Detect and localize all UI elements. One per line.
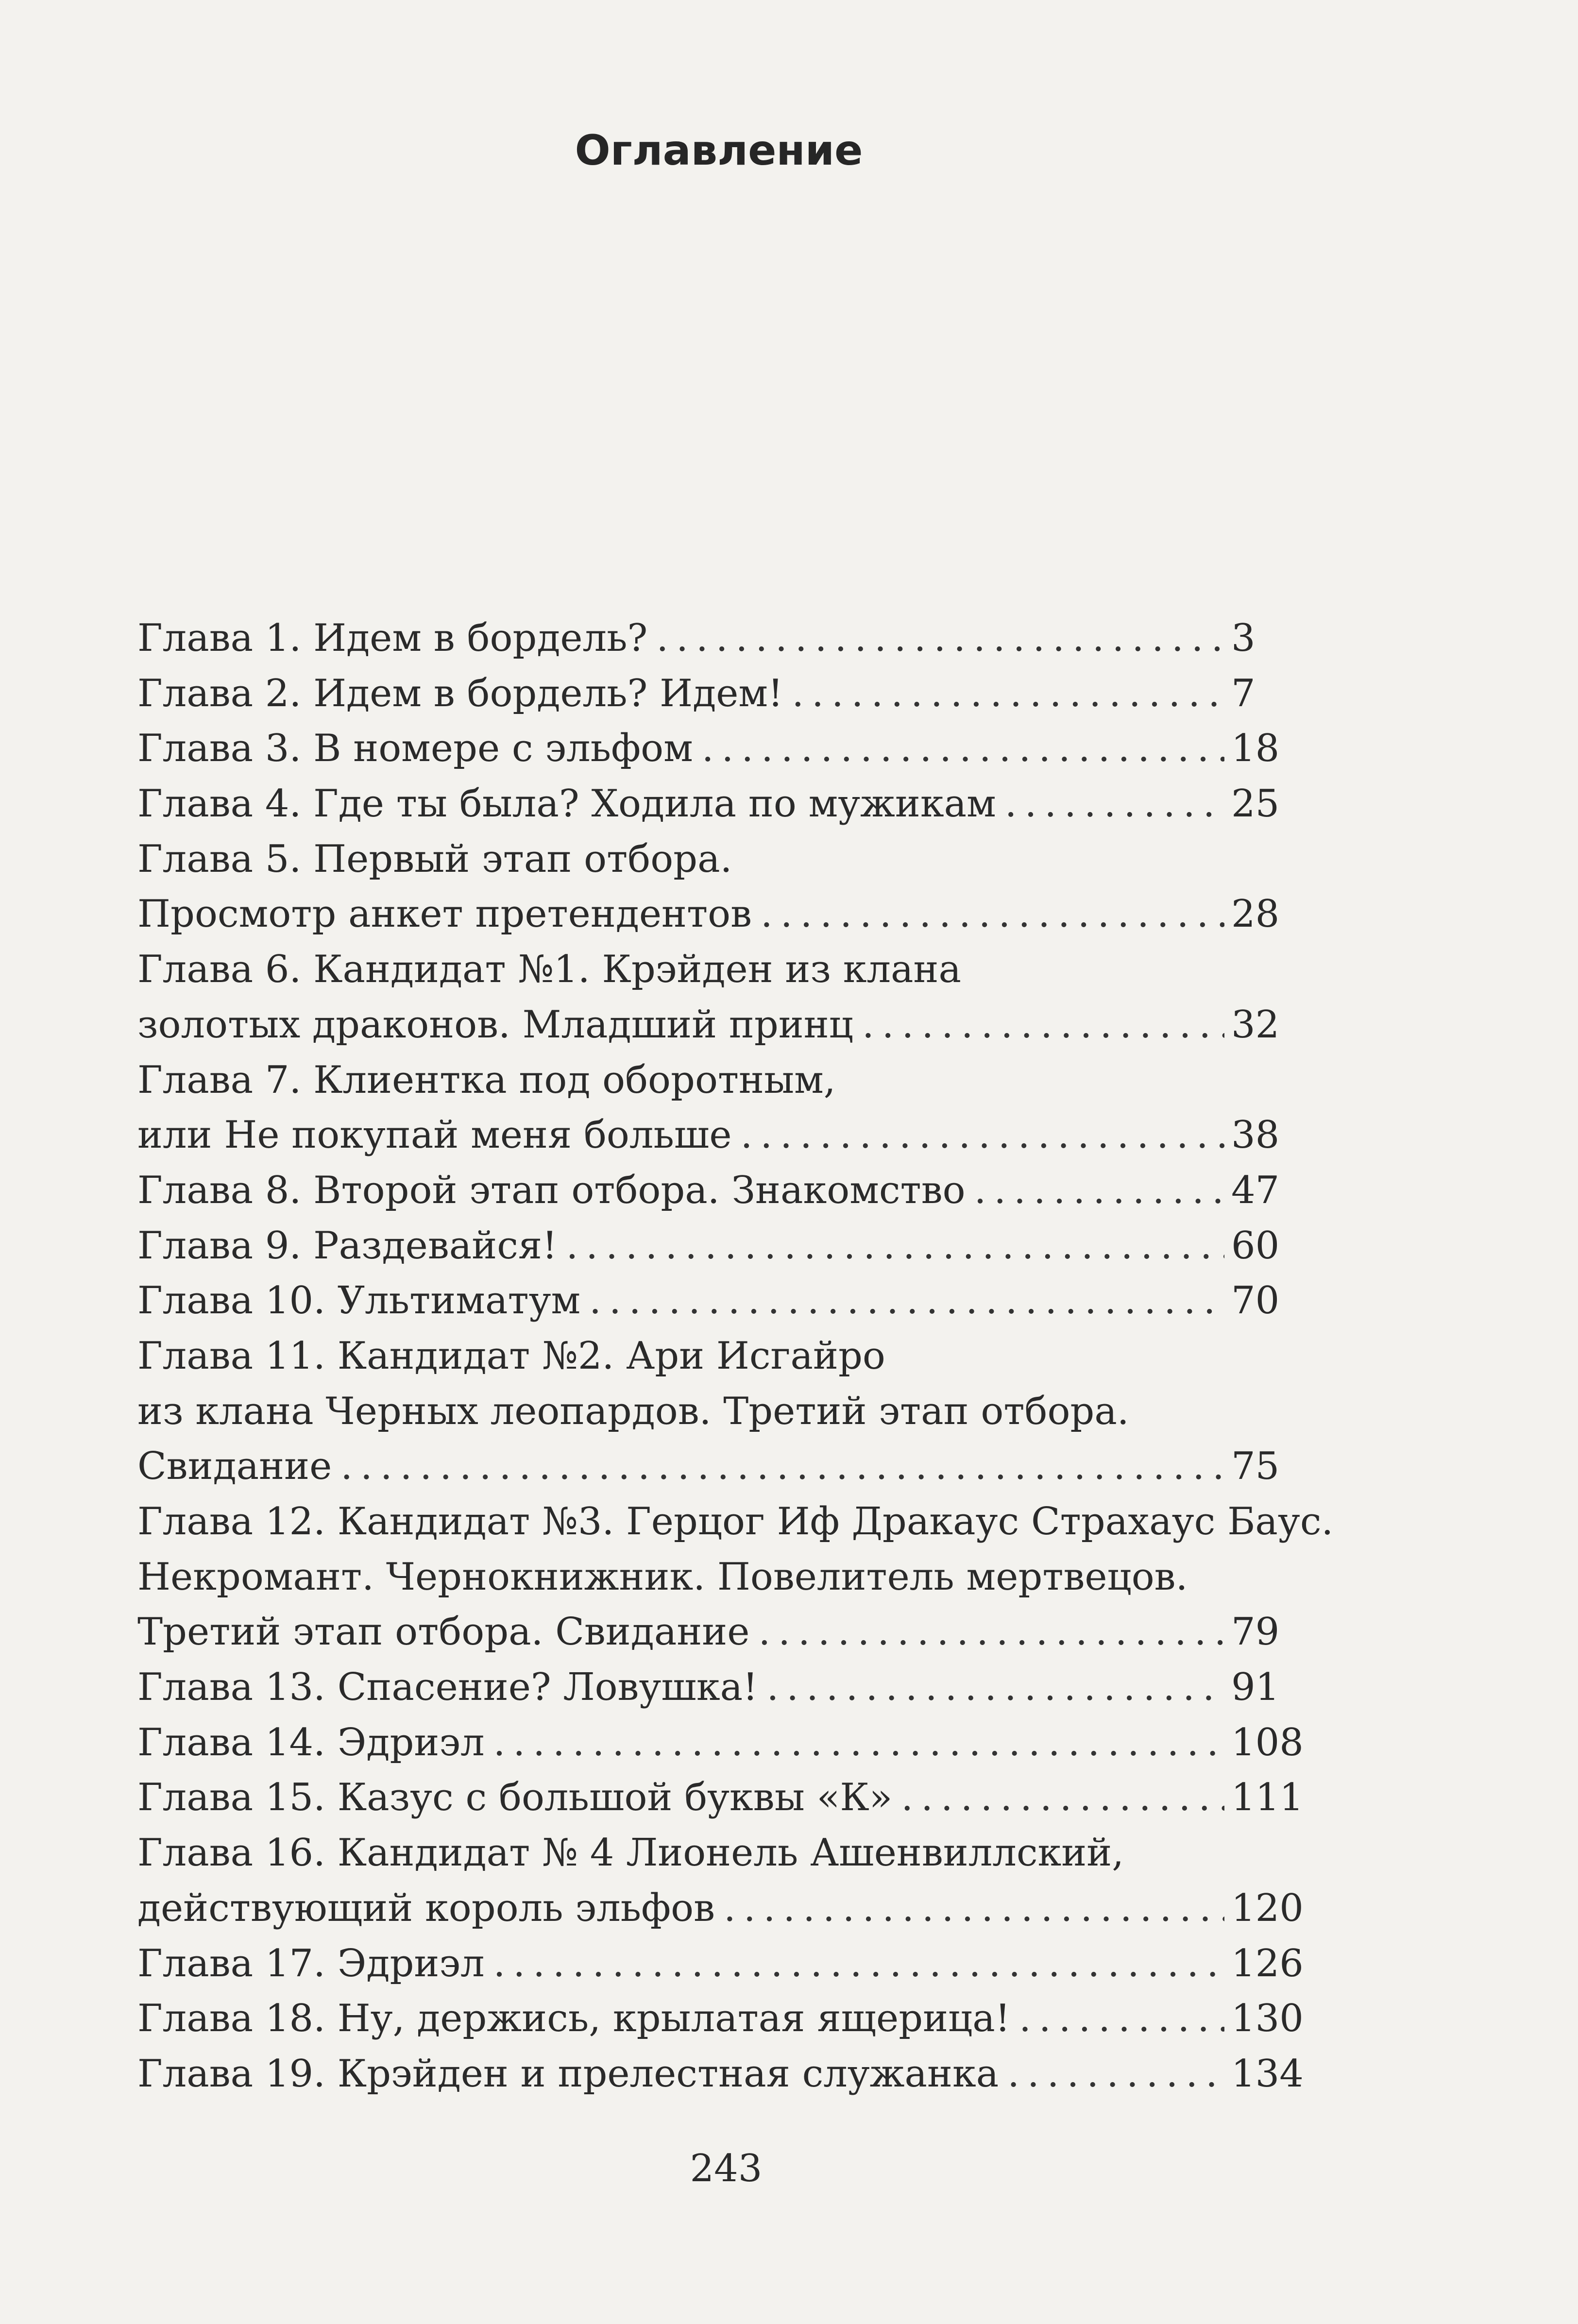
toc-entry	[137, 1273, 1294, 1329]
toc-entry-page: 108	[1231, 1720, 1304, 1764]
toc-entry-page: 91	[1231, 1665, 1280, 1710]
page-title: Оглавление	[575, 126, 863, 175]
toc-entry-page: 79	[1231, 1610, 1280, 1654]
toc-entry-line	[137, 666, 1294, 722]
toc-entry-line	[137, 1715, 1304, 1771]
toc-entry-text: из клана Черных леопардов. Третий этап отбора.	[137, 1389, 1129, 1433]
toc-entry-text: Глава 18. Ну, держись, крылатая ящерица!	[137, 1997, 1011, 2041]
toc-entry	[137, 721, 1294, 777]
dot-leader	[724, 1881, 1224, 1936]
toc-entry-line	[137, 1219, 1294, 1274]
toc-entry-page: 126	[1231, 1941, 1304, 1985]
toc-entry	[137, 666, 1294, 722]
toc-entry-text: Глава 3. В номере с эльфом	[137, 727, 693, 771]
toc-entry-text: Глава 7. Клиентка под оборотным,	[137, 1058, 836, 1102]
toc-entry-line	[137, 998, 1294, 1053]
toc-entry-line	[137, 1273, 1294, 1329]
toc-entry-line	[137, 2047, 1304, 2102]
toc-entry-text: Глава 2. Идем в бордель? Идем!	[137, 671, 783, 715]
toc-entry-line	[137, 1384, 1294, 1440]
page-number: 243	[690, 2147, 763, 2190]
toc-entry	[137, 1826, 1304, 1936]
toc-entry-line	[137, 1991, 1304, 2047]
toc-entry-page: 28	[1231, 892, 1280, 936]
toc-entry	[137, 1053, 1294, 1163]
toc-entry-line	[137, 721, 1294, 777]
toc-entry-line	[137, 1329, 1294, 1384]
toc-entry	[137, 1494, 1334, 1660]
toc-entry-text: Некромант. Чернокнижник. Повелитель мертвецов.	[137, 1555, 1188, 1599]
toc-entry-text: Глава 10. Ультиматум	[137, 1279, 581, 1323]
dot-leader	[1019, 1991, 1224, 2047]
toc-entry-text: Третий этап отбора. Свидание	[137, 1610, 750, 1654]
toc-entry-text: Глава 15. Казус с большой буквы «К»	[137, 1776, 893, 1820]
toc-entry-page: 111	[1231, 1776, 1304, 1820]
toc-entry-page: 25	[1231, 782, 1280, 826]
toc-entry-page: 120	[1231, 1886, 1304, 1930]
dot-leader	[741, 1108, 1224, 1163]
toc-entry-line	[137, 942, 1294, 998]
toc-entry-text: Глава 6. Кандидат №1. Крэйден из клана	[137, 948, 962, 992]
dot-leader	[901, 1770, 1224, 1826]
toc-entry-text: золотых драконов. Младший принц	[137, 1002, 853, 1047]
toc-entry	[137, 777, 1294, 832]
toc-entry-line	[137, 1936, 1304, 1992]
toc-entry	[137, 1163, 1294, 1219]
toc-entry	[137, 942, 1294, 1052]
toc-entry-text: Глава 19. Крэйден и прелестная служанка	[137, 2052, 999, 2096]
toc-entry	[137, 1329, 1294, 1494]
toc-entry-line	[137, 1770, 1304, 1826]
toc-entry-line	[137, 611, 1294, 666]
toc-entry-page: 47	[1231, 1168, 1280, 1212]
toc-entry-page: 134	[1231, 2052, 1304, 2096]
toc-entry	[137, 1219, 1294, 1274]
toc-entry-text: Глава 17. Эдриэл	[137, 1941, 485, 1985]
dot-leader	[702, 721, 1224, 777]
toc-entry	[137, 611, 1294, 666]
toc-entry	[137, 2047, 1304, 2102]
toc-entry	[137, 832, 1294, 942]
toc-entry-text: Глава 11. Кандидат №2. Ари Исгайро	[137, 1334, 885, 1378]
toc-entry-text: действующий король эльфов	[137, 1886, 715, 1930]
dot-leader	[656, 611, 1224, 666]
toc-entry	[137, 1936, 1304, 1992]
toc-entry-line	[137, 1108, 1294, 1163]
toc-entry-line	[137, 1826, 1294, 1881]
toc-entry-line	[137, 1439, 1294, 1494]
dot-leader	[974, 1163, 1224, 1219]
toc-entry-page: 75	[1231, 1444, 1280, 1489]
toc-entry-page: 60	[1231, 1223, 1280, 1268]
dot-leader	[792, 666, 1224, 722]
toc-entry-text: Свидание	[137, 1444, 332, 1489]
toc-entry-text: или Не покупай меня больше	[137, 1113, 732, 1157]
toc-entry-text: Глава 13. Спасение? Ловушка!	[137, 1665, 758, 1710]
toc-entry-text: Глава 14. Эдриэл	[137, 1720, 485, 1764]
toc-entry-line	[137, 1163, 1294, 1219]
dot-leader	[340, 1439, 1224, 1494]
toc-entry-line	[137, 832, 1294, 887]
toc-entry-text: Просмотр анкет претендентов	[137, 892, 752, 936]
toc-entry-line	[137, 777, 1294, 832]
dot-leader	[493, 1936, 1224, 1992]
toc-entry-text: Глава 12. Кандидат №3. Герцог Иф Дракаус Страхаус Баус.	[137, 1500, 1334, 1544]
toc-entry-page: 32	[1231, 1002, 1280, 1047]
dot-leader	[566, 1219, 1224, 1274]
toc-entry-line	[137, 887, 1294, 942]
toc-entry-text: Глава 8. Второй этап отбора. Знакомство	[137, 1168, 966, 1212]
toc-entry	[137, 1715, 1304, 1771]
toc-entry-line	[137, 1881, 1304, 1936]
toc-entry-line	[137, 1605, 1294, 1660]
dot-leader	[758, 1605, 1224, 1660]
dot-leader	[766, 1660, 1224, 1715]
dot-leader	[493, 1715, 1224, 1771]
dot-leader	[1007, 2047, 1224, 2102]
dot-leader	[589, 1273, 1224, 1329]
toc-entry-text: Глава 4. Где ты была? Ходила по мужикам	[137, 782, 996, 826]
toc-entry	[137, 1991, 1304, 2047]
dot-leader	[862, 998, 1224, 1053]
dot-leader	[761, 887, 1224, 942]
toc-entry-page: 38	[1231, 1113, 1280, 1157]
dot-leader	[1005, 777, 1224, 832]
toc-entry-line	[137, 1660, 1294, 1715]
toc-entry-text: Глава 16. Кандидат № 4 Лионель Ашенвиллский,	[137, 1831, 1124, 1875]
toc-entry	[137, 1770, 1304, 1826]
toc-entry-line	[137, 1550, 1294, 1605]
toc-entry-text: Глава 1. Идем в бордель?	[137, 616, 648, 660]
toc-entry	[137, 1660, 1294, 1715]
toc-entry-text: Глава 9. Раздевайся!	[137, 1223, 558, 1268]
toc-entry-line	[137, 1494, 1334, 1550]
toc-entry-text: Глава 5. Первый этап отбора.	[137, 837, 732, 881]
toc-entry-page: 130	[1231, 1997, 1304, 2041]
toc-entry-page: 18	[1231, 727, 1280, 771]
toc-entry-page: 3	[1231, 616, 1256, 660]
toc-entry-page: 7	[1231, 671, 1256, 715]
table-of-contents	[137, 611, 1334, 2102]
toc-entry-line	[137, 1053, 1294, 1108]
toc-entry-page: 70	[1231, 1279, 1280, 1323]
